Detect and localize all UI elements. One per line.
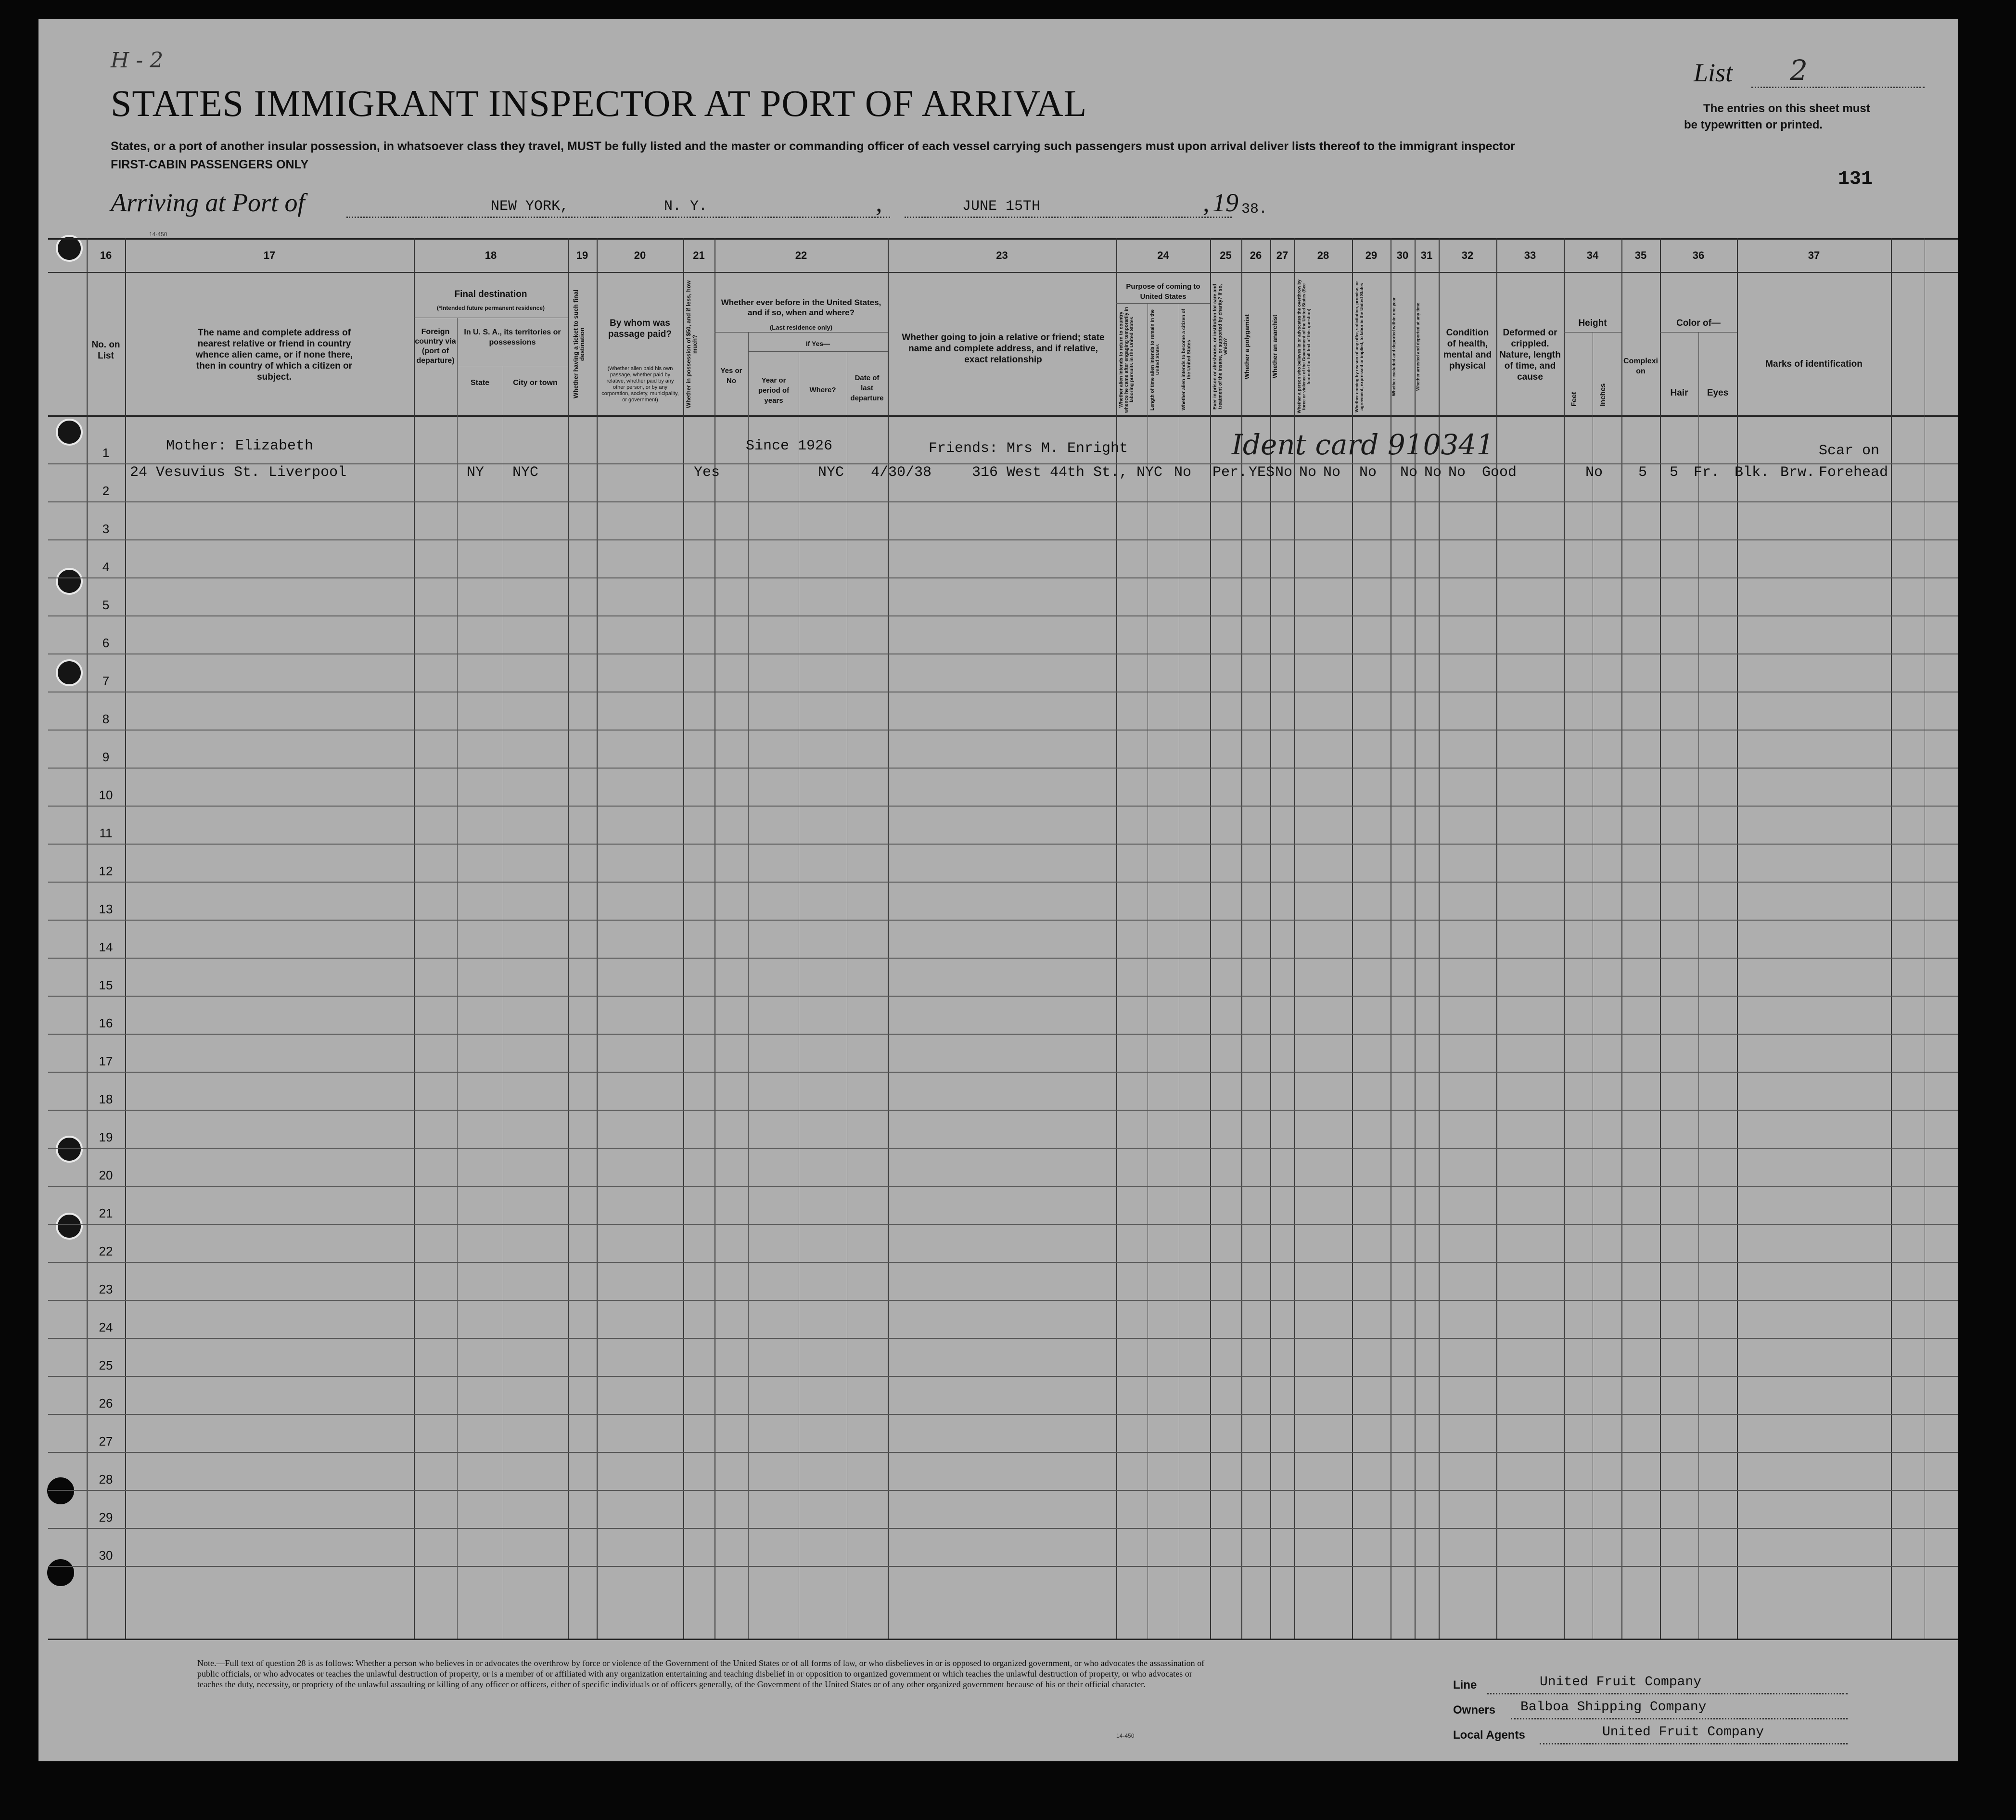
row-line	[48, 1300, 1958, 1301]
row-line	[48, 1338, 1958, 1339]
text-columns-c36_eyes: Eyes	[1707, 388, 1729, 398]
text-columns-c22_yesno: Yes or No	[720, 367, 742, 385]
row-line	[48, 768, 1958, 769]
text-columns-c18_sub: (*Intended future permanent residence)	[436, 305, 545, 311]
punch-hole-icon	[56, 568, 83, 595]
row-line	[48, 1452, 1958, 1453]
row-number: 23	[99, 1282, 113, 1296]
header-previous-stay: Whether ever before in the United States, and if so, when and where?	[721, 298, 881, 317]
text-entry-c25: No	[1275, 464, 1293, 481]
text-columns-c24_b: Length of time alien intends to remain in the United States	[1150, 309, 1161, 410]
header-relative: The name and complete address of nearest relative or friend in country whence alien came, or if none there, then in country of which a citizen or subject.	[195, 328, 353, 382]
punch-hole-icon	[56, 419, 83, 446]
port-state: N. Y.	[664, 198, 708, 215]
text-columns-c22_years: Year or period of years	[758, 376, 790, 405]
relative-address: 24 Vesuvius St. Liverpool	[130, 464, 347, 481]
footer-form-code: 14-450	[1116, 1732, 1135, 1739]
arrival-date: JUNE 15TH	[962, 198, 1041, 215]
text-columns-c24_c: Whether alien intends to become a citizen of the United States	[1181, 308, 1192, 411]
row-number: 30	[99, 1548, 113, 1563]
text-columns-numbers-12: 28	[1317, 249, 1329, 261]
text-columns-numbers-17: 33	[1524, 249, 1536, 261]
row-line	[48, 1224, 1958, 1225]
destination-city: NYC	[512, 464, 539, 481]
arriving-label: Arriving at Port of	[111, 188, 305, 217]
marks-line-1: Scar on	[1819, 443, 1880, 459]
text-columns-numbers-2: 18	[485, 249, 497, 261]
relative-name: Mother: Elizabeth	[166, 438, 314, 454]
text-columns-c20_sub: (Whether alien paid his own passage, whether paid by relative, whether paid by any other person, or by any corporation, society, municipality, or government)	[601, 366, 679, 403]
row-number: 18	[99, 1092, 113, 1106]
text-entry-purpose_c: YES	[1249, 464, 1275, 481]
text-columns-c27: Whether an anarchist	[1271, 314, 1278, 379]
punch-hole-icon	[56, 659, 83, 686]
header-ticket: Whether having a ticket to such final destination	[572, 289, 586, 399]
text-columns-c29: Whether coming by reason of any offer, solicitation, promise, or agreement, expressed or implied, to labor in the United States	[1354, 281, 1364, 412]
row-line	[48, 577, 1958, 578]
row-number: 2	[102, 484, 110, 498]
row-number: 24	[99, 1320, 113, 1334]
footnote-question-28: Note.—Full text of question 28 is as follows: Whether a person who believes in or advocates the overthrow by force or violence of the Government of the United States or of all forms of law, or who disbelieves in or is opposed to organized government, or who advocates the assassination of public officials, or who advocates or teaches the unlawful destruction of property, or is a member of or affiliated with any organization entertaining and teaching disbelief in or opposition to organized government or which teaches the unlawful destruction of property, or who advocates or teaches the duty, necessity, or propriety of the unlawful assaulting or killing of any officer or officers, either of specific individuals or of officers generally, of the Government of the United States or of any other organized government because of his or their official character.	[197, 1658, 1205, 1689]
text-entry-purpose_a: No	[1174, 464, 1192, 481]
row-number: 3	[102, 522, 110, 536]
sheet-number: 131	[1838, 168, 1873, 190]
form-title: STATES IMMIGRANT INSPECTOR AT PORT OF ARRIVAL	[111, 82, 1087, 124]
row-number: 6	[102, 636, 110, 650]
line-value: United Fruit Company	[1540, 1675, 1702, 1690]
text-columns-c18_foreign: Foreign country via (port of departure)	[415, 328, 456, 365]
row-line	[48, 1528, 1958, 1529]
header-complexion: Complexion	[1623, 357, 1658, 375]
text-columns-c18_state: State	[470, 379, 490, 387]
passage-yes: Yes	[694, 464, 720, 481]
health-value: Good	[1482, 464, 1517, 481]
row-number: 7	[102, 674, 110, 688]
destination-state: NY	[467, 464, 485, 481]
owners-label: Owners	[1453, 1704, 1496, 1717]
text-columns-c18_usa: In U. S. A., its territories or possessions	[464, 328, 561, 346]
header-health: Condition of health, mental and physical	[1443, 328, 1492, 371]
row-line	[48, 1376, 1958, 1377]
text-columns-numbers-19: 35	[1634, 249, 1647, 261]
row-number: 12	[99, 864, 113, 878]
row-number: 27	[99, 1434, 113, 1448]
row-number: 8	[102, 712, 110, 726]
punch-hole-icon	[56, 1136, 83, 1163]
row-number: 10	[99, 788, 113, 802]
header-height: Height	[1578, 318, 1607, 328]
text-columns-c26: Whether a polygamist	[1243, 314, 1250, 379]
form-code: 14-450	[149, 231, 167, 238]
text-columns-numbers-10: 26	[1250, 249, 1262, 261]
list-label: List	[1694, 58, 1733, 87]
header-no-on-list: No. on List	[91, 340, 120, 361]
handwritten-ident-card: Ident card 910341	[1232, 428, 1494, 461]
text-entry-c29: No	[1400, 464, 1418, 481]
row-line	[48, 996, 1958, 997]
text-entry-c31: No	[1448, 464, 1466, 481]
joining-address: 316 West 44th St., NYC	[972, 464, 1163, 481]
text-columns-c30: Whether excluded and deported within one year	[1391, 297, 1396, 396]
text-columns-numbers-18: 34	[1586, 249, 1599, 261]
row-line	[48, 1262, 1958, 1263]
text-columns-numbers-6: 22	[795, 249, 807, 261]
row-line	[48, 882, 1958, 883]
row-line	[48, 844, 1958, 845]
text-columns-c36_hair: Hair	[1670, 388, 1688, 398]
joining-friend: Friends: Mrs M. Enright	[929, 440, 1128, 457]
text-columns-numbers-8: 24	[1157, 249, 1169, 261]
header-purpose: Purpose of coming to United States	[1126, 282, 1200, 301]
text-entry-c30: No	[1424, 464, 1442, 481]
text-columns-numbers-21: 37	[1808, 249, 1820, 261]
row-line	[48, 806, 1958, 807]
row-number: 25	[99, 1358, 113, 1372]
text-columns-c31: Whether arrested and deported at any time	[1416, 302, 1420, 391]
header-passage: By whom was passage paid?	[608, 318, 672, 339]
owners-value: Balboa Shipping Company	[1520, 1700, 1707, 1715]
year-prefix: 19	[1212, 188, 1238, 217]
first-cabin-label: FIRST-CABIN PASSENGERS ONLY	[111, 158, 309, 171]
text-columns-numbers-11: 27	[1276, 249, 1289, 261]
row-number: 19	[99, 1130, 113, 1144]
form-instructions: States, or a port of another insular possession, in whatsoever class they travel, MUST be fully listed and the master or commanding officer of each vessel carrying such passengers must upon arrival deliver lists thereof to the immigrant inspector	[111, 140, 1515, 153]
year-suffix: 38.	[1241, 201, 1268, 218]
row-number: 28	[99, 1472, 113, 1487]
row-number: 16	[99, 1016, 113, 1030]
text-columns-numbers-3: 19	[576, 249, 588, 261]
row-line	[48, 920, 1958, 921]
port-city: NEW YORK,	[491, 198, 569, 215]
text-columns-numbers-16: 32	[1461, 249, 1474, 261]
row-number: 11	[99, 826, 113, 840]
complexion-value: Fr.	[1694, 464, 1720, 481]
text-columns-c24_a: Whether alien intends to return to country whence he came after engaging temporarily in laboring pursuits in the United States	[1119, 307, 1135, 413]
height-feet: 5	[1638, 464, 1647, 481]
text-columns-c22_sub: (Last residence only)	[769, 324, 833, 331]
row-number: 14	[99, 940, 113, 954]
punch-hole-icon	[56, 1213, 83, 1240]
row-number: 29	[99, 1510, 113, 1525]
text-columns-numbers-0: 16	[100, 249, 112, 261]
deformed-value: No	[1585, 464, 1603, 481]
row-number: 22	[99, 1244, 113, 1258]
row-number: 26	[99, 1396, 113, 1410]
punch-hole-icon	[47, 1559, 74, 1586]
header-deformed: Deformed or crippled. Nature, length of time, and cause	[1499, 328, 1561, 382]
row-line	[48, 1414, 1958, 1415]
row-line	[48, 958, 1958, 959]
line-label: Line	[1453, 1679, 1477, 1692]
corner-mark: H - 2	[111, 48, 164, 73]
text-columns-numbers-4: 20	[634, 249, 646, 261]
text-entry-c27: No	[1323, 464, 1341, 481]
text-columns-numbers-14: 30	[1396, 249, 1409, 261]
row-number: 20	[99, 1168, 113, 1182]
text-columns-numbers-20: 36	[1692, 249, 1705, 261]
row-line	[48, 1490, 1958, 1491]
row-line	[48, 730, 1958, 731]
previous-stay-where: NYC	[818, 464, 844, 481]
agents-label: Local Agents	[1453, 1729, 1525, 1742]
header-final-destination: Final destination	[454, 289, 527, 299]
text-columns-c28: Whether a person who believes in or advocates the overthrow by force or violence of the Government of the United States (See footnote for full text of this question)	[1297, 279, 1311, 414]
height-inches: 5	[1670, 464, 1679, 481]
previous-departure-date: 4/30/38	[871, 464, 932, 481]
text-columns-numbers-5: 21	[693, 249, 705, 261]
header-join-relative: Whether going to join a relative or friend; state name and complete address, and if relative, exact relationship	[902, 333, 1105, 365]
text-columns-c22_date: Date of last departure	[850, 374, 884, 402]
row-number: 17	[99, 1054, 113, 1068]
text-columns-c22_where: Where?	[809, 386, 836, 394]
row-line	[48, 1186, 1958, 1187]
eyes-value: Brw.	[1780, 464, 1815, 481]
text-entry-c28: No	[1359, 464, 1377, 481]
text-columns-numbers-1: 17	[263, 249, 276, 261]
row-number: 5	[102, 598, 110, 612]
text-columns-numbers-15: 31	[1420, 249, 1433, 261]
row-number: 1	[102, 446, 110, 460]
text-columns-numbers-13: 29	[1365, 249, 1378, 261]
previous-stay-years: Since 1926	[746, 438, 833, 454]
text-columns-numbers-7: 23	[996, 249, 1008, 261]
marks-line-2: Forehead	[1819, 464, 1888, 481]
text-columns-c22_ifyes: If Yes—	[805, 340, 830, 347]
text-entry-purpose_b: Per.	[1212, 464, 1248, 481]
header-color: Color of—	[1676, 318, 1721, 328]
row-number: 9	[102, 750, 110, 764]
row-line	[48, 1110, 1958, 1111]
text-columns-numbers-9: 25	[1220, 249, 1232, 261]
row-line	[48, 1566, 1958, 1567]
row-line	[48, 539, 1958, 540]
row-line	[48, 1034, 1958, 1035]
typewritten-note: The entries on this sheet must	[1703, 102, 1870, 115]
typewritten-note: be typewritten or printed.	[1684, 118, 1823, 131]
hair-value: Blk.	[1735, 464, 1770, 481]
row-line	[48, 501, 1958, 502]
header-identification-marks: Marks of identification	[1765, 359, 1863, 369]
row-number: 15	[99, 978, 113, 992]
row-line	[48, 615, 1958, 616]
punch-hole-icon	[47, 1477, 74, 1504]
row-number: 4	[102, 560, 110, 574]
row-line	[48, 1072, 1958, 1073]
text-columns-c34_inches: Inches	[1599, 383, 1607, 406]
text-columns-c34_feet: Feet	[1570, 392, 1578, 407]
row-number: 13	[99, 902, 113, 916]
agents-value: United Fruit Company	[1602, 1725, 1764, 1740]
row-number: 21	[99, 1206, 113, 1220]
text-columns-c18_city: City or town	[513, 379, 558, 387]
text-entry-c26: No	[1299, 464, 1317, 481]
header-fifty-dollars: Whether in possession of $50, and if less, how much?	[685, 280, 698, 408]
manifest-sheet: H - 2 STATES IMMIGRANT INSPECTOR AT PORT OF ARRIVAL States, or a port of another insular possession, in whatsoever class they travel, MUST be fully listed and the master or commanding officer of each vessel carrying such passengers must upon arrival deliver lists thereof to the immigrant inspector FIRST-CABIN PASSENGERS ONLY List 2 The entries on this sheet must be typewritten or printed. 131 Arriving at Port of NEW YORK, N. Y. , JUNE 15TH , 19 38. 14-450 16 17 18 19 20 21 22 23 24 25 26 27 28 29 30 31 32 33 34 35 36 37 No. on List The name and complete address of nearest relative or friend in country whence alien came, or if none there, then in country of which a citizen or subject. Final destination (*Intended future permanent residence) Foreign country via (port of departure) In U. S. A., its territories or possessions State City or town Whether having a ticket to such final destination By whom was passage paid? (Whether alien paid his own passage, whether paid by relative, whether paid by any other person, or by any corporation, society, municipality, or government) Whether in possession of $50, and if less, how much? Whether ever before in the United States, and if so, when and where? (Last residence only) If Yes— Yes or No Year or period of years Where? Date of last departure Whether going to join a relative or friend; state name and complete address, and if relative, exact relationship Purpose of coming to United States Whether alien intends to return to country whence he came after engaging temporarily in laboring pursuits in the United States Length of time alien intends to remain in the United States Whether alien intends to become a citizen of the United States Ever in prison or almshouse, or institution for care and treatment of the insane, or supported by charity? If so, which? Whether a polygamist Whether an anarchist Whether a person who believes in or advocates the overthrow by force or violence of the Government of the United States (See footnote for full text of this question) Whether coming by reason of any offer, solicitation, promise, or agreement, expressed or implied, to labor in the United States Whether excluded and deported within one year Whether arrested and deported at any time Condition of health, mental and physical Deformed or crippled. Nature, length of time, and cause Height Feet Inches Complexion Color of— Hair Eyes Marks of identification 1 2 3 4 5 6 7 8 9 10 11 12 13 14 15 16 17 18 19 20 21 22 23 24 25 26 27 28 29 30 Mother: Elizabeth 24 Vesuvius St. Liverpool NY NYC Yes Since 1926 NYC 4/30/38 Friends: Mrs M. Enright 316 West 44th St., NYC No Per. YES No No No No No No No Good No 5 5 Fr. Blk. Brw. Scar on Forehead Ident card 910341 Note.—Full text of question 28 is as follows: Whether a person who believes in or advocates the overthrow by force or violence of the Government of the United States or of all forms of law, or who disbelieves in or is opposed to organized government, or who advocates the assassination of public officials, or who advocates or teaches the unlawful destruction of property, or is a member of or affiliated with any organization entertaining and teaching disbelief in or opposition to organized government or which teaches the unlawful destruction of property, or who advocates or teaches the duty, necessity, or propriety of the unlawful assaulting or killing of any officer or officers, either of specific individuals or of officers generally, of the Government of the United States or of any other organized government because of his or their official character. 14-450 Line United Fruit Company Owners Balboa Shipping Company Local Agents United Fruit Company	[38, 19, 1958, 1761]
text-columns-c25: Ever in prison or almshouse, or institution for care and treatment of the insane, or supported by charity? If so, which?	[1212, 283, 1228, 410]
list-number: 2	[1790, 54, 1808, 87]
row-line	[48, 1148, 1958, 1149]
